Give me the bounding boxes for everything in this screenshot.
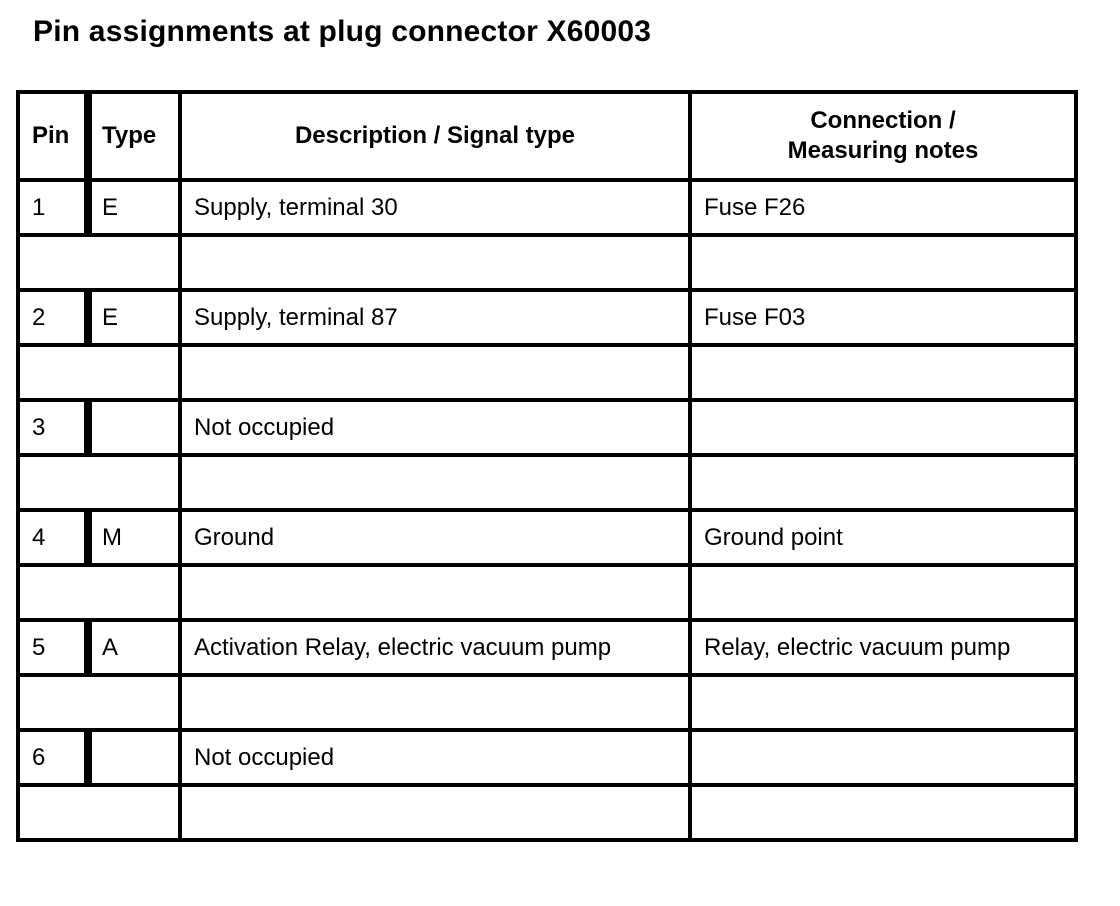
cell-type (88, 400, 180, 455)
cell-type: E (88, 290, 180, 345)
table-row (18, 180, 1076, 235)
cell-connection: Ground point (690, 510, 1076, 565)
table-row (18, 510, 1076, 565)
spacer-cell (18, 455, 180, 510)
spacer-cell (18, 345, 180, 400)
spacer-cell (180, 565, 690, 620)
spacer-cell (18, 675, 180, 730)
header-pin: Pin (18, 92, 88, 180)
table-spacer-row (18, 785, 1076, 840)
table-header-row (18, 92, 1076, 180)
cell-pin: 5 (18, 620, 88, 675)
spacer-cell (180, 345, 690, 400)
table-row (18, 620, 1076, 675)
cell-connection: Fuse F26 (690, 180, 1076, 235)
spacer-cell (690, 455, 1076, 510)
header-type: Type (88, 92, 180, 180)
spacer-cell (18, 785, 180, 840)
cell-connection: Fuse F03 (690, 290, 1076, 345)
spacer-cell (180, 455, 690, 510)
header-connection-line1: Connection / (810, 107, 956, 134)
cell-connection (690, 730, 1076, 785)
spacer-cell (690, 345, 1076, 400)
header-description: Description / Signal type (180, 92, 690, 180)
table-spacer-row (18, 455, 1076, 510)
header-connection-line2: Measuring notes (787, 137, 979, 164)
table-spacer-row (18, 345, 1076, 400)
spacer-cell (18, 235, 180, 290)
cell-type: M (88, 510, 180, 565)
spacer-cell (180, 785, 690, 840)
cell-description: Supply, terminal 30 (180, 180, 690, 235)
cell-pin: 1 (18, 180, 88, 235)
cell-description: Not occupied (180, 730, 690, 785)
page-title: Pin assignments at plug connector X60003 (33, 15, 652, 48)
cell-type: E (88, 180, 180, 235)
pin-assignment-table (16, 90, 1078, 842)
cell-pin: 4 (18, 510, 88, 565)
header-connection (690, 92, 1076, 180)
cell-description: Supply, terminal 87 (180, 290, 690, 345)
spacer-cell (180, 235, 690, 290)
cell-connection: Relay, electric vacuum pump (690, 620, 1076, 675)
table-spacer-row (18, 235, 1076, 290)
spacer-cell (690, 235, 1076, 290)
cell-pin: 3 (18, 400, 88, 455)
spacer-cell (18, 565, 180, 620)
spacer-cell (690, 565, 1076, 620)
cell-pin: 6 (18, 730, 88, 785)
cell-description: Ground (180, 510, 690, 565)
cell-description: Activation Relay, electric vacuum pump (180, 620, 690, 675)
cell-type: A (88, 620, 180, 675)
cell-connection (690, 400, 1076, 455)
table-row (18, 400, 1076, 455)
cell-description: Not occupied (180, 400, 690, 455)
spacer-cell (690, 675, 1076, 730)
table-row (18, 730, 1076, 785)
cell-type (88, 730, 180, 785)
spacer-cell (180, 675, 690, 730)
cell-pin: 2 (18, 290, 88, 345)
table-row (18, 290, 1076, 345)
table-spacer-row (18, 565, 1076, 620)
table-spacer-row (18, 675, 1076, 730)
spacer-cell (690, 785, 1076, 840)
